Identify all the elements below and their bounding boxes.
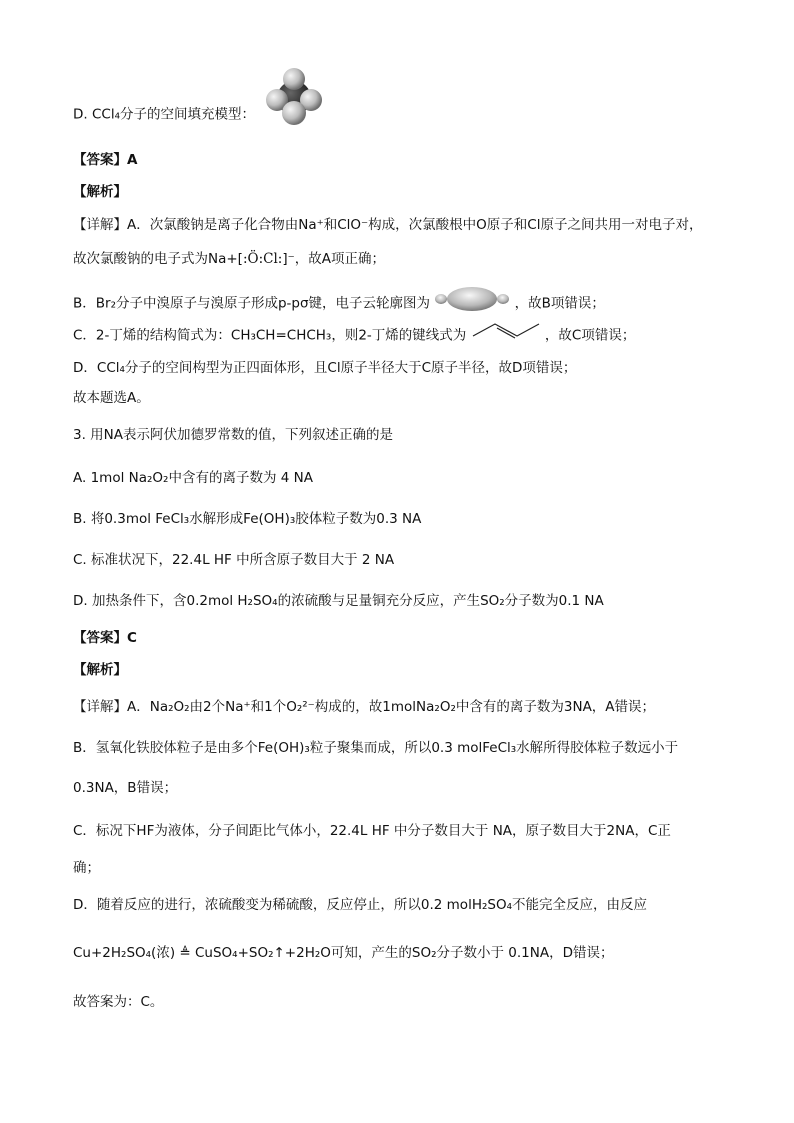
q2-answer-label: 【答案】A [73,152,138,168]
p-p-sigma-cloud-icon [434,286,510,317]
electron-formula: :Ö:Cl: [242,251,283,267]
q3-conclusion: 故答案为：C。 [73,994,164,1010]
q2-detail-b [73,290,605,317]
q2-detail-d: D．CCl₄分子的空间构型为正四面体形，且Cl原子半径大于C原子半径，故D项错误； [73,360,577,376]
q2-detail-a-line2 [73,250,385,268]
q3-detail-c-line1: C．标况下HF为液体，分子间距比气体小，22.4L HF 中分子数目大于 NA，原子数目大于2NA，C正 [73,823,671,839]
q3-option-b: B. 将0.3mol FeCl₃水解形成Fe(OH)₃胶体粒子数为0.3 NA [73,511,422,527]
q3-detail-a: 【详解】A．Na₂O₂由2个Na⁺和1个O₂²⁻构成的，故1molNa₂O₂中含有的离子数为3NA，A错误； [73,699,656,715]
q2-analysis-label: 【解析】 [73,184,127,200]
q3-detail-b-line1: B．氢氧化铁胶体粒子是由多个Fe(OH)₃粒子聚集而成，所以0.3 molFeCl₃水解所得胶体粒子数远小于 [73,740,679,756]
q3-detail-b-line2: 0.3NA，B错误； [73,780,178,796]
q3-option-a: A. 1mol Na₂O₂中含有的离子数为 4 NA [73,470,313,486]
q3-option-d: D. 加热条件下，含0.2mol H₂SO₄的浓硫酸与足量铜充分反应，产生SO₂分子数为0.1 NA [73,593,604,609]
q3-analysis-label: 【解析】 [73,662,127,678]
q2-detail-b-pre: B．Br₂分子中溴原子与溴原子形成p-pσ键，电子云轮廓图为 [73,295,431,312]
q3-stem: 3. 用NA表示阿伏加德罗常数的值，下列叙述正确的是 [73,427,394,443]
q2-option-d [73,95,325,134]
q2-detail-c-pre: C．2-丁烯的结构简式为：CH₃CH=CHCH₃，则2-丁烯的键线式为 [73,327,467,344]
q3-option-c: C. 标准状况下，22.4L HF 中所含原子数目大于 2 NA [73,552,395,568]
q2-detail-a-line1: 【详解】A．次氯酸钠是离子化合物由Na⁺和ClO⁻构成，次氯酸根中O原子和Cl原子之间共用一对电子对， [73,217,703,233]
q2-detail-a2-pre: 故次氯酸钠的电子式为Na+[ [73,251,243,267]
q2-detail-a2-post: ]⁻，故A项正确； [282,251,385,267]
q2-detail-c-post: ，故C项错误； [544,327,636,344]
q3-detail-d-line1: D．随着反应的进行，浓硫酸变为稀硫酸，反应停止，所以0.2 molH₂SO₄不能完全反应，由反应 [73,897,647,913]
2-butene-skeletal-icon [471,320,541,345]
q2-option-d-text: D. CCl₄分子的空间填充模型： [73,106,255,123]
ccl4-space-filling-model-icon [263,67,325,134]
q2-detail-c [73,326,635,345]
q3-answer-label: 【答案】C [73,630,137,646]
q2-detail-b-post: ，故B项错误； [514,295,605,312]
q3-detail-c-line2: 确； [73,860,100,876]
q3-detail-d-line2: Cu+2H₂SO₄(浓) ≜ CuSO₄+SO₂↑+2H₂O可知，产生的SO₂分子数小于 0.1NA，D错误； [73,945,614,961]
q2-conclusion: 故本题选A。 [73,390,150,406]
